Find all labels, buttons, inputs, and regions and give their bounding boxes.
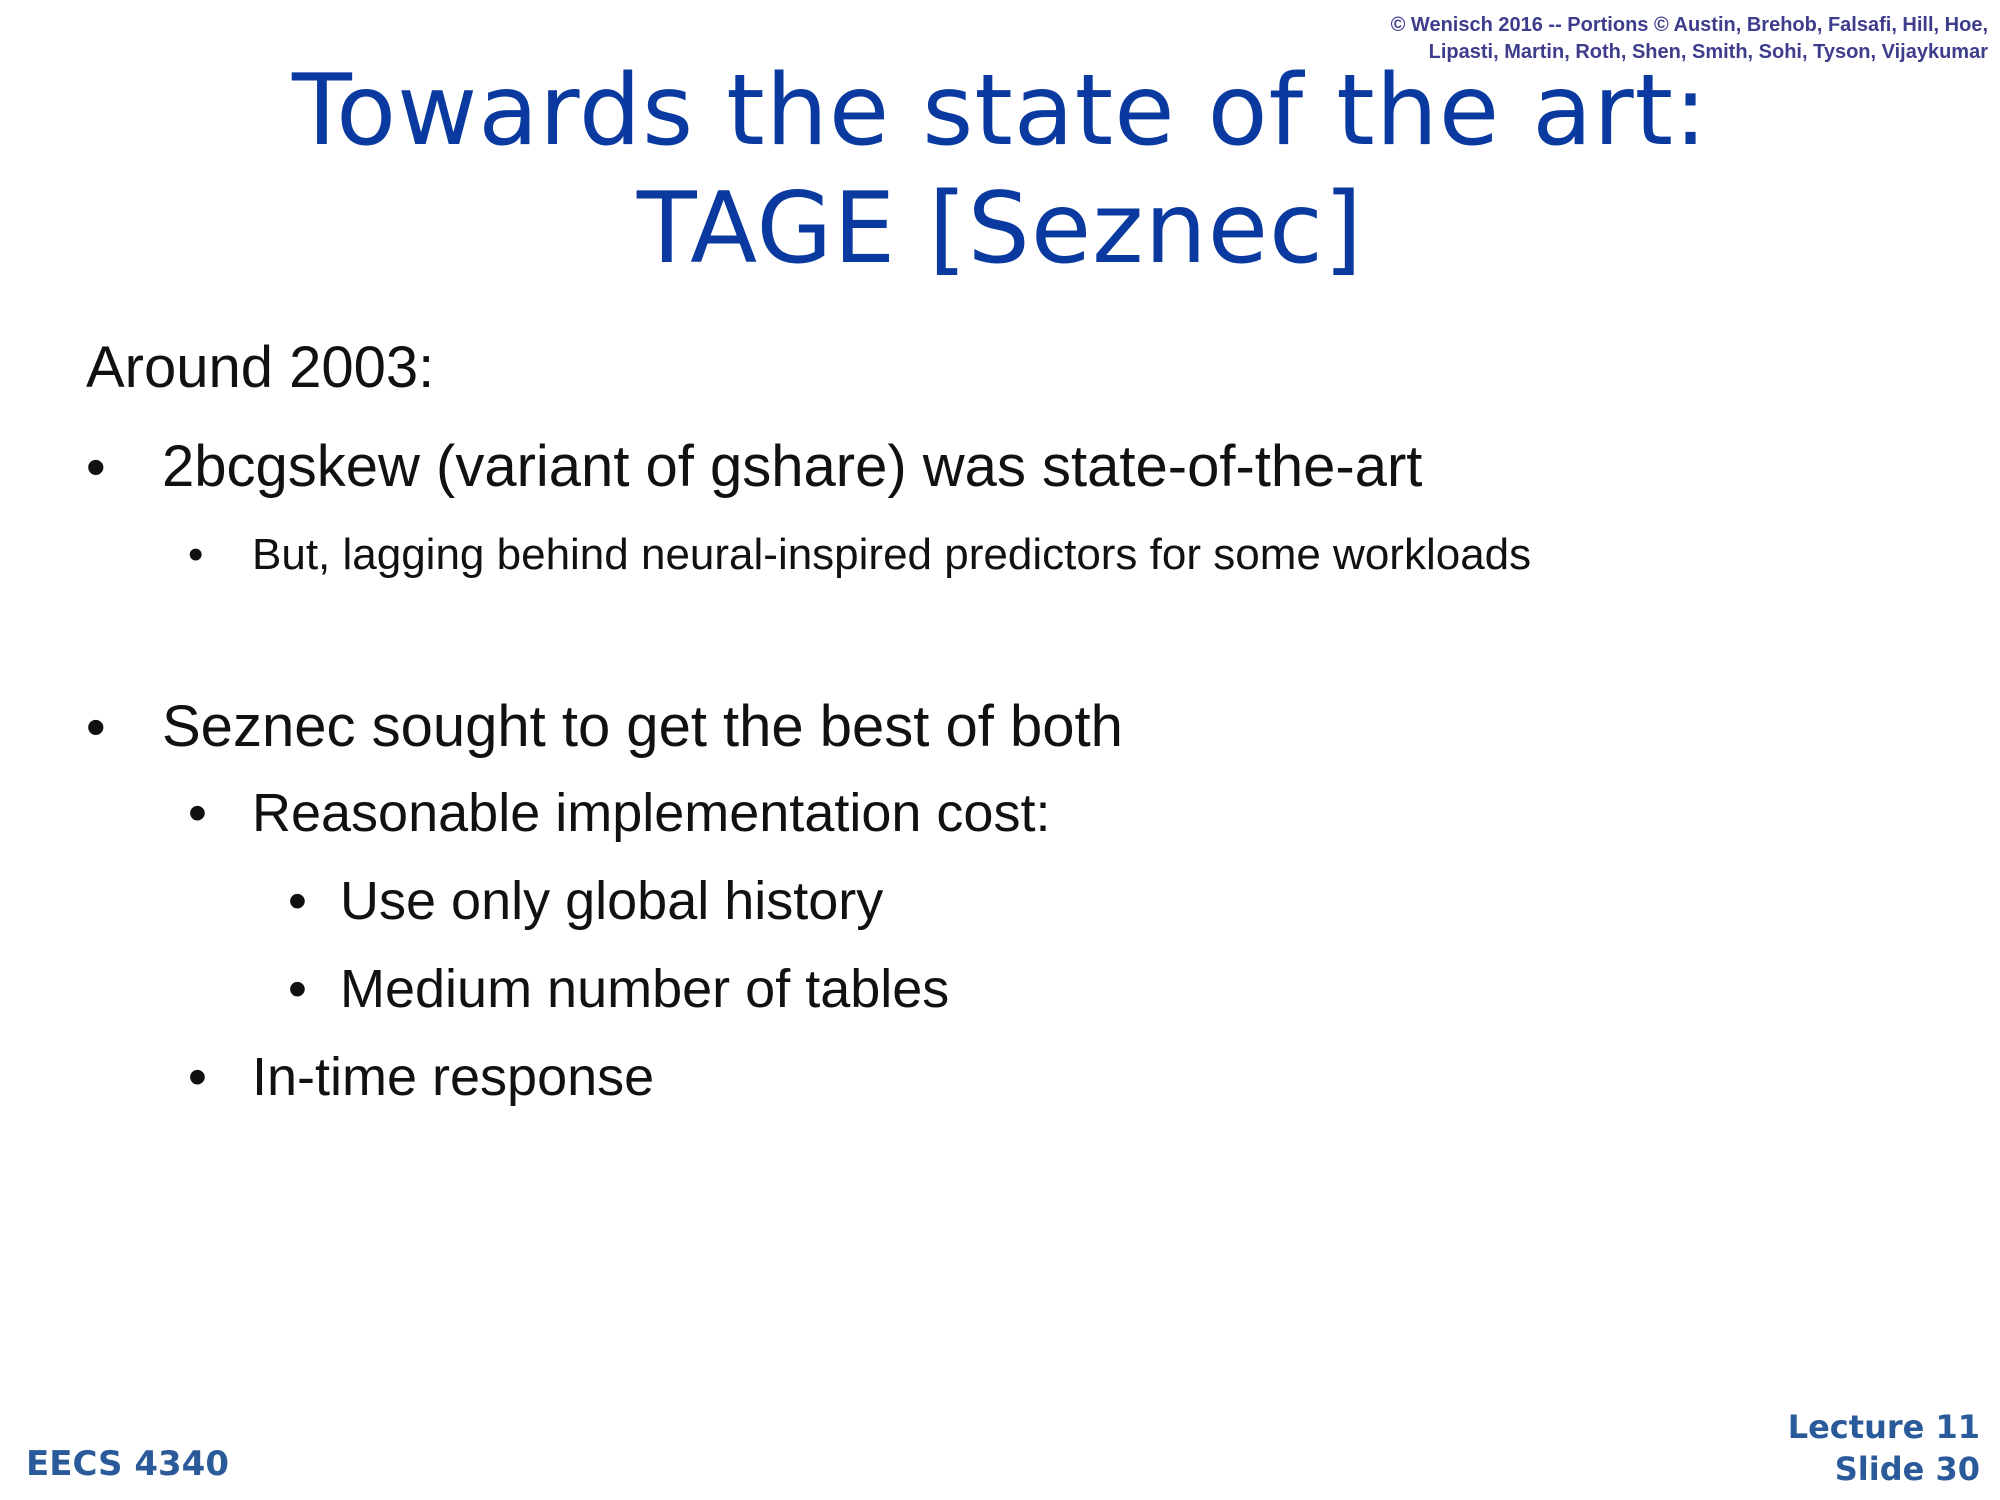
slide-number <box>1788 1406 1980 1490</box>
bullet-text: In-time response <box>252 1047 655 1107</box>
copyright-line-2: Lipasti, Martin, Roth, Shen, Smith, Sohi, Tyson, Vijaykumar <box>1428 41 1988 63</box>
bullet-marker: • <box>86 695 106 758</box>
bullet-text: Reasonable implementation cost: <box>252 783 1051 843</box>
bullet-text: Medium number of tables <box>340 959 950 1019</box>
slide-title <box>0 52 2000 288</box>
title-line-2: TAGE [Seznec] <box>636 172 1364 286</box>
bullet-marker: • <box>188 783 207 843</box>
title-line-1: Towards the state of the art: <box>291 54 1709 168</box>
bullet-marker: • <box>188 530 204 579</box>
slide-index: Slide 30 <box>1834 1450 1980 1488</box>
intro-text: Around 2003: <box>86 335 435 400</box>
bullet-marker: • <box>188 1047 207 1107</box>
bullet-marker: • <box>288 871 307 931</box>
bullet-marker: • <box>288 959 307 1019</box>
bullet-marker: • <box>86 435 106 498</box>
course-label: EECS 4340 <box>26 1444 229 1484</box>
lecture-number: Lecture 11 <box>1787 1408 1980 1446</box>
bullet-text: Seznec sought to get the best of both <box>162 694 1123 759</box>
bullet-text: 2bcgskew (variant of gshare) was state-of-the-art <box>162 434 1423 499</box>
bullet-text: But, lagging behind neural-inspired predictors for some workloads <box>252 530 1532 579</box>
bullet-text: Use only global history <box>340 871 884 931</box>
copyright-line-1: © Wenisch 2016 -- Portions © Austin, Brehob, Falsafi, Hill, Hoe, <box>1390 14 1988 36</box>
